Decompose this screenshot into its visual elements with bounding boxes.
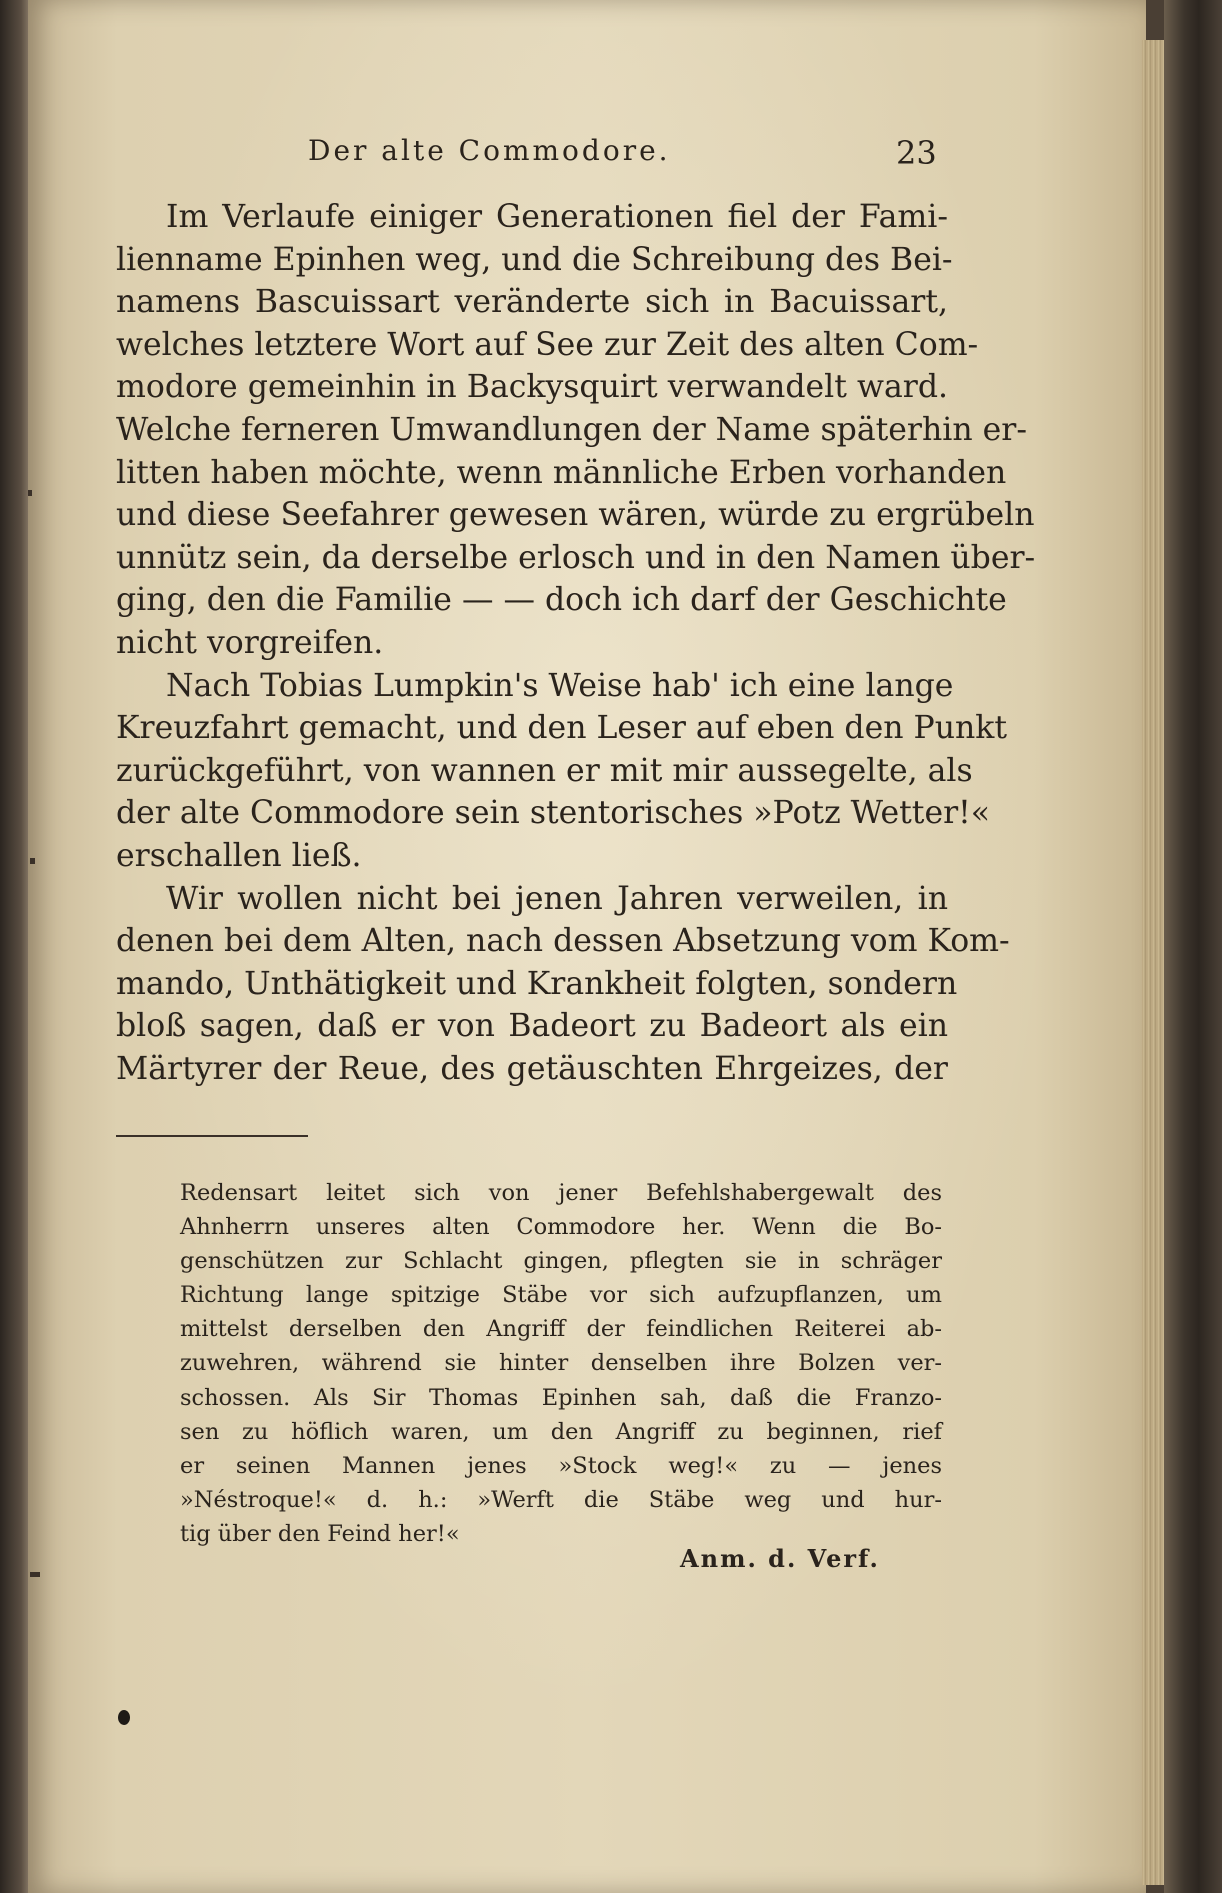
body-text bbox=[116, 196, 1036, 1090]
footnote-line: schossen. Als Sir Thomas Epinhen sah, daß die Franzo- bbox=[180, 1384, 942, 1411]
page-number: 23 bbox=[896, 134, 937, 172]
footnote-line: zuwehren, während sie hinter denselben ihre Bolzen ver- bbox=[180, 1350, 942, 1377]
text-line: denen bei dem Alten, nach dessen Absetzung vom Kom- bbox=[116, 923, 1010, 960]
text-line: litten haben möchte, wenn männliche Erben vorhanden bbox=[116, 454, 1007, 491]
paragraph bbox=[116, 878, 1010, 1091]
text-line: nicht vorgreifen. bbox=[116, 624, 384, 661]
text-line: der alte Commodore sein stentorisches »Potz Wetter!« bbox=[116, 795, 991, 832]
footnote-line: Richtung lange spitzige Stäbe vor sich aufzupflanzen, um bbox=[180, 1282, 942, 1309]
text-line: zurückgeführt, von wannen er mit mir aussegelte, als bbox=[116, 752, 973, 789]
footnote-line: tig über den Feind her!« bbox=[180, 1520, 460, 1547]
text-line: lienname Epinhen weg, und die Schreibung des Bei- bbox=[116, 241, 953, 278]
book-cover-edge bbox=[1164, 0, 1222, 1893]
footnote-line: genschützen zur Schlacht gingen, pflegten sie in schräger bbox=[180, 1248, 942, 1275]
text-line: Wir wollen nicht bei jenen Jahren verweilen, in bbox=[166, 880, 948, 917]
page-paper bbox=[28, 0, 1146, 1893]
text-line: und diese Seefahrer gewesen wären, würde zu ergrübeln bbox=[116, 497, 1035, 534]
ink-spot bbox=[118, 1710, 130, 1725]
text-line: Im Verlaufe einiger Generationen fiel der Fami- bbox=[166, 199, 948, 235]
footnote-line: sen zu höflich waren, um den Angriff zu beginnen, rief bbox=[180, 1418, 942, 1445]
margin-mark bbox=[28, 490, 32, 496]
footnote-signature: Anm. d. Verf. bbox=[680, 1544, 880, 1573]
footnote-line: »Néstroque!« d. h.: »Werft die Stäbe weg und hur- bbox=[180, 1486, 942, 1513]
text-line: modore gemeinhin in Backysquirt verwandelt ward. bbox=[116, 369, 948, 406]
text-line: Nach Tobias Lumpkin's Weise hab' ich eine lange bbox=[166, 667, 954, 704]
running-head: Der alte Commodore. bbox=[308, 134, 671, 167]
page-edges bbox=[1142, 40, 1164, 1885]
text-line: welches letztere Wort auf See zur Zeit des alten Com- bbox=[116, 326, 979, 363]
margin-mark bbox=[30, 1572, 40, 1577]
footnote-line: er seinen Mannen jenes »Stock weg!« zu — jenes bbox=[180, 1452, 942, 1479]
text-line: namens Bascuissart veränderte sich in Bacuissart, bbox=[116, 284, 948, 321]
paragraph bbox=[116, 196, 1036, 665]
text-line: Welche ferneren Umwandlungen der Name späterhin er- bbox=[116, 411, 1027, 448]
text-line: unnütz sein, da derselbe erlosch und in den Namen über- bbox=[116, 539, 1036, 576]
text-line: Märtyrer der Reue, des getäuschten Ehrgeizes, der bbox=[116, 1050, 948, 1087]
text-line: erschallen ließ. bbox=[116, 837, 362, 874]
paragraph bbox=[116, 665, 1008, 878]
text-line: Kreuzfahrt gemacht, und den Leser auf eben den Punkt bbox=[116, 710, 1008, 747]
text-line: ging, den die Familie — — doch ich darf der Geschichte bbox=[116, 582, 1007, 619]
text-line: mando, Unthätigkeit und Krankheit folgten, sondern bbox=[116, 965, 958, 1002]
footnote-line: Ahnherrn unseres alten Commodore her. Wenn die Bo- bbox=[180, 1214, 942, 1241]
margin-mark bbox=[30, 858, 35, 864]
book-gutter bbox=[0, 0, 30, 1893]
text-line: bloß sagen, daß er von Badeort zu Badeort als ein bbox=[116, 1008, 948, 1045]
footnote-line: mittelst derselben den Angriff der feindlichen Reiterei ab- bbox=[180, 1316, 942, 1343]
footnote bbox=[180, 1176, 942, 1551]
footnote-line: Redensart leitet sich von jener Befehlshabergewalt des bbox=[180, 1180, 942, 1206]
footnote-rule bbox=[116, 1135, 308, 1137]
